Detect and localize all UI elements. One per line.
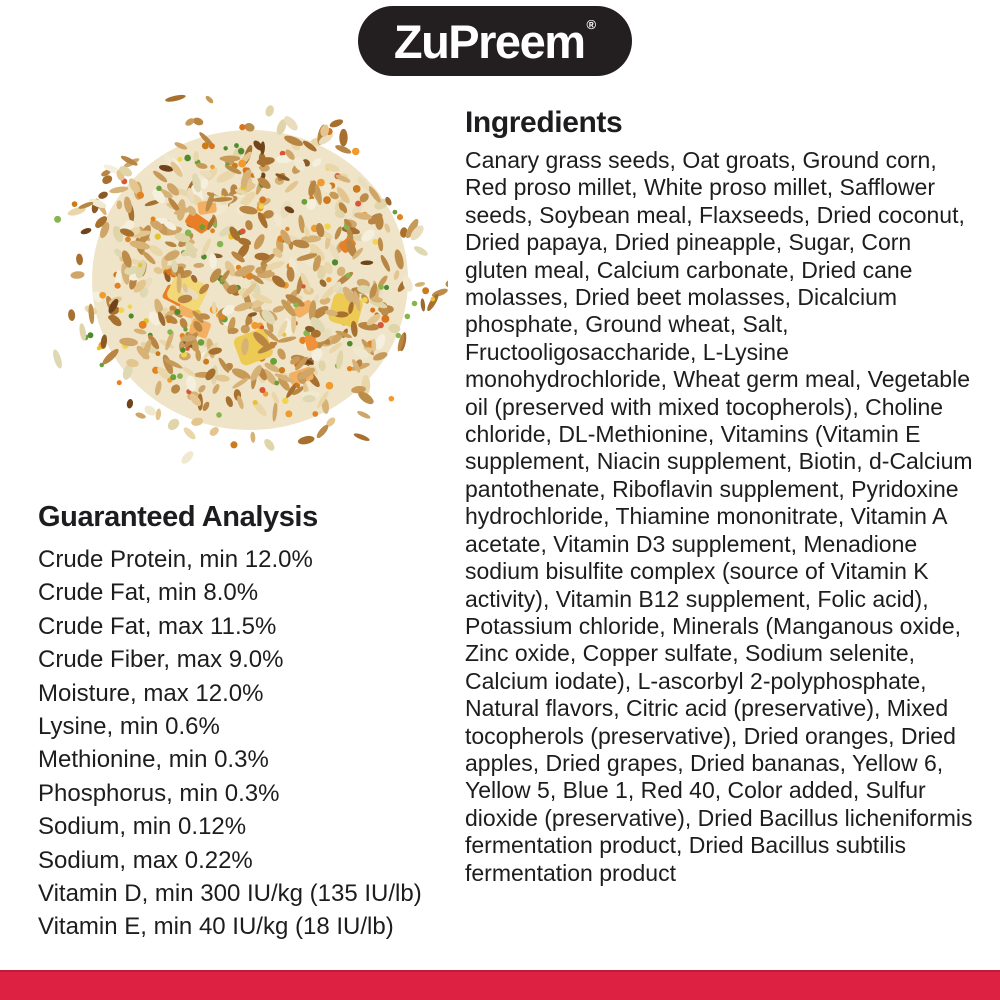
seed-mix-photo <box>52 84 448 488</box>
guaranteed-analysis-item: Methionine, min 0.3% <box>38 746 269 774</box>
guaranteed-analysis-item: Vitamin E, min 40 IU/kg (18 IU/lb) <box>38 913 394 941</box>
ingredients-text: Canary grass seeds, Oat groats, Ground corn, Red proso millet, White proso millet, Safflower seeds, Soybean meal, Flaxseeds, Dried coconut, Dried papaya, Dried pineapple, Sugar, Corn gluten meal, Calcium carbonate, Dried cane molasses, Dried beet molasses, Dicalcium phosphate, Ground wheat, Salt, Fructooligosaccharide, L-Lysine monohydrochloride, Wheat germ meal, Vegetable oil (preserved with mixed tocopherols), Choline chloride, DL-Methionine, Vitamins (Vitamin E supplement, Niacin supplement, Biotin, d-Calcium pantothenate, Riboflavin supplement, Pyridoxine hydrochloride, Thiamine mononitrate, Vitamin A acetate, Vitamin D3 supplement, Menadione sodium bisulfite complex (source of Vitamin K activity), Vitamin B12 supplement, Folic acid), Potassium chloride, Minerals (Manganous oxide, Zinc oxide, Copper sulfate, Sodium selenite, Calcium iodate), L-ascorbyl 2-polyphosphate, Natural flavors, Citric acid (preservative), Mixed tocopherols (preservative), Dried oranges, Dried apples, Dried grapes, Dried bananas, Yellow 6, Yellow 5, Blue 1, Red 40, Color added, Sulfur dioxide (preservative), Dried Bacillus licheniformis fermentation product, Dried Bacillus subtilis fermentation product <box>465 147 973 886</box>
guaranteed-analysis-item: Phosphorus, min 0.3% <box>38 779 280 807</box>
guaranteed-analysis-item: Vitamin D, min 300 IU/kg (135 IU/lb) <box>38 880 422 908</box>
registered-trademark-icon: ® <box>586 17 597 32</box>
ingredients-section <box>465 106 973 887</box>
brand-logo <box>358 6 632 76</box>
guaranteed-analysis-item: Sodium, max 0.22% <box>38 846 253 874</box>
guaranteed-analysis-item: Crude Fat, min 8.0% <box>38 579 259 607</box>
guaranteed-analysis-item: Moisture, max 12.0% <box>38 679 264 707</box>
bottom-accent-bar <box>0 970 1000 1000</box>
guaranteed-analysis-list <box>38 543 468 944</box>
brand-logo-text: ZuPreem <box>393 14 585 68</box>
ingredients-title: Ingredients <box>465 106 623 139</box>
guaranteed-analysis-item: Crude Fat, max 11.5% <box>38 612 277 640</box>
guaranteed-analysis-item: Crude Fiber, max 9.0% <box>38 646 284 674</box>
guaranteed-analysis-item: Lysine, min 0.6% <box>38 713 220 741</box>
guaranteed-analysis-title: Guaranteed Analysis <box>38 501 318 533</box>
guaranteed-analysis-item: Sodium, min 0.12% <box>38 813 247 841</box>
guaranteed-analysis-section <box>38 501 468 944</box>
guaranteed-analysis-item: Crude Protein, min 12.0% <box>38 546 313 573</box>
